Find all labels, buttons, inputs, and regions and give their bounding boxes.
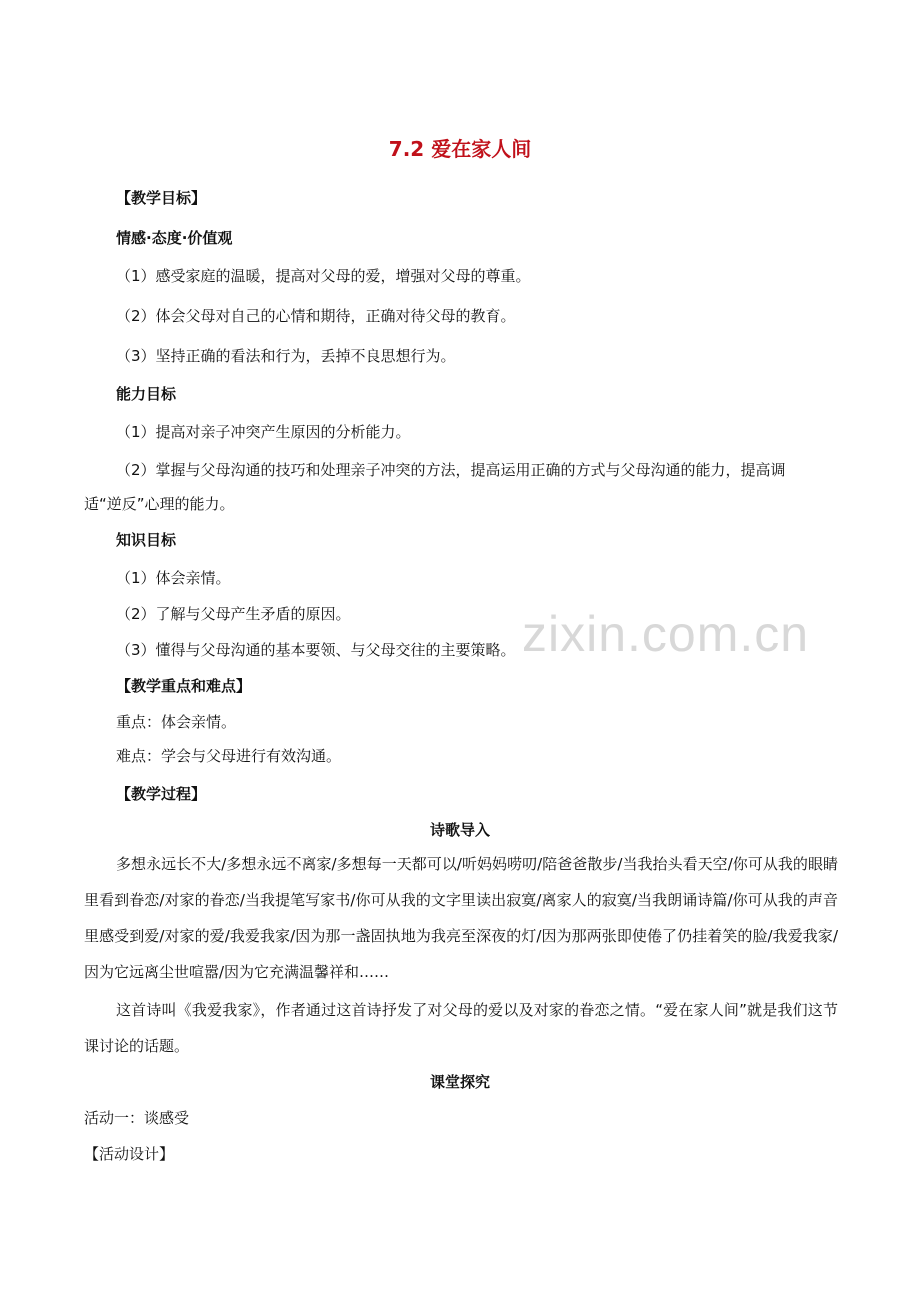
knowledge-item-1: （1）体会亲情。 [116,569,231,587]
ability-item-2-line-1: （2）掌握与父母沟通的技巧和处理亲子冲突的方法，提高运用正确的方式与父母沟通的能力，提高调 [116,461,786,479]
activity-one: 活动一：谈感受 [84,1109,190,1127]
classroom-exploration-heading: 课堂探究 [429,1073,490,1091]
emotion-item-2: （2）体会父母对自己的心情和期待，正确对待父母的教育。 [116,307,516,325]
emotion-attitude-values-heading: 情感·态度·价值观 [116,229,233,247]
difficult-point: 难点：学会与父母进行有效沟通。 [116,747,342,765]
emotion-item-1: （1）感受家庭的温暖，提高对父母的爱，增强对父母的尊重。 [116,267,531,285]
ability-item-1: （1）提高对亲子冲突产生原因的分析能力。 [116,423,411,441]
key-difficult-points-heading: 【教学重点和难点】 [116,677,252,695]
knowledge-item-3: （3）懂得与父母沟通的基本要领、与父母交往的主要策略。 [116,641,516,659]
watermark-logo: zixin.com.cn [522,606,810,662]
ability-goals-heading: 能力目标 [116,385,177,403]
emotion-item-3: （3）坚持正确的看法和行为，丢掉不良思想行为。 [116,347,456,365]
teaching-process-heading: 【教学过程】 [116,785,207,803]
ability-item-2-line-2: 适“逆反”心理的能力。 [84,495,235,513]
poem-intro-paragraph: 这首诗叫《我爱我家》，作者通过这首诗抒发了对父母的爱以及对家的眷恋之情。“爱在家人间”就是我们这节课讨论的话题。 [84,1001,838,1055]
activity-design-heading: 【活动设计】 [84,1145,175,1163]
teaching-goals-heading: 【教学目标】 [116,189,207,207]
poem-text: 多想永远长不大/多想永远不离家/多想每一天都可以/听妈妈唠叨/陪爸爸散步/当我抬头看天空/你可从我的眼睛里看到眷恋/对家的眷恋/当我提笔写家书/你可从我的文字里读出寂寞/离家人的寂寞/当我朗诵诗篇/你可从我的声音里感受到爱/对家的爱/我爱我家/因为那一盏固执地为我亮至深夜的灯/因为那两张即使倦了仍挂着笑的脸/我爱我家/因为它远离尘世喧嚣/因为它充满温馨祥和…… [84,855,838,981]
knowledge-item-2: （2）了解与父母产生矛盾的原因。 [116,605,351,623]
document-title: 7.2 爱在家人间 [388,137,532,161]
poem-intro-heading: 诗歌导入 [429,821,490,839]
knowledge-goals-heading: 知识目标 [116,531,177,549]
key-point: 重点：体会亲情。 [116,713,237,731]
